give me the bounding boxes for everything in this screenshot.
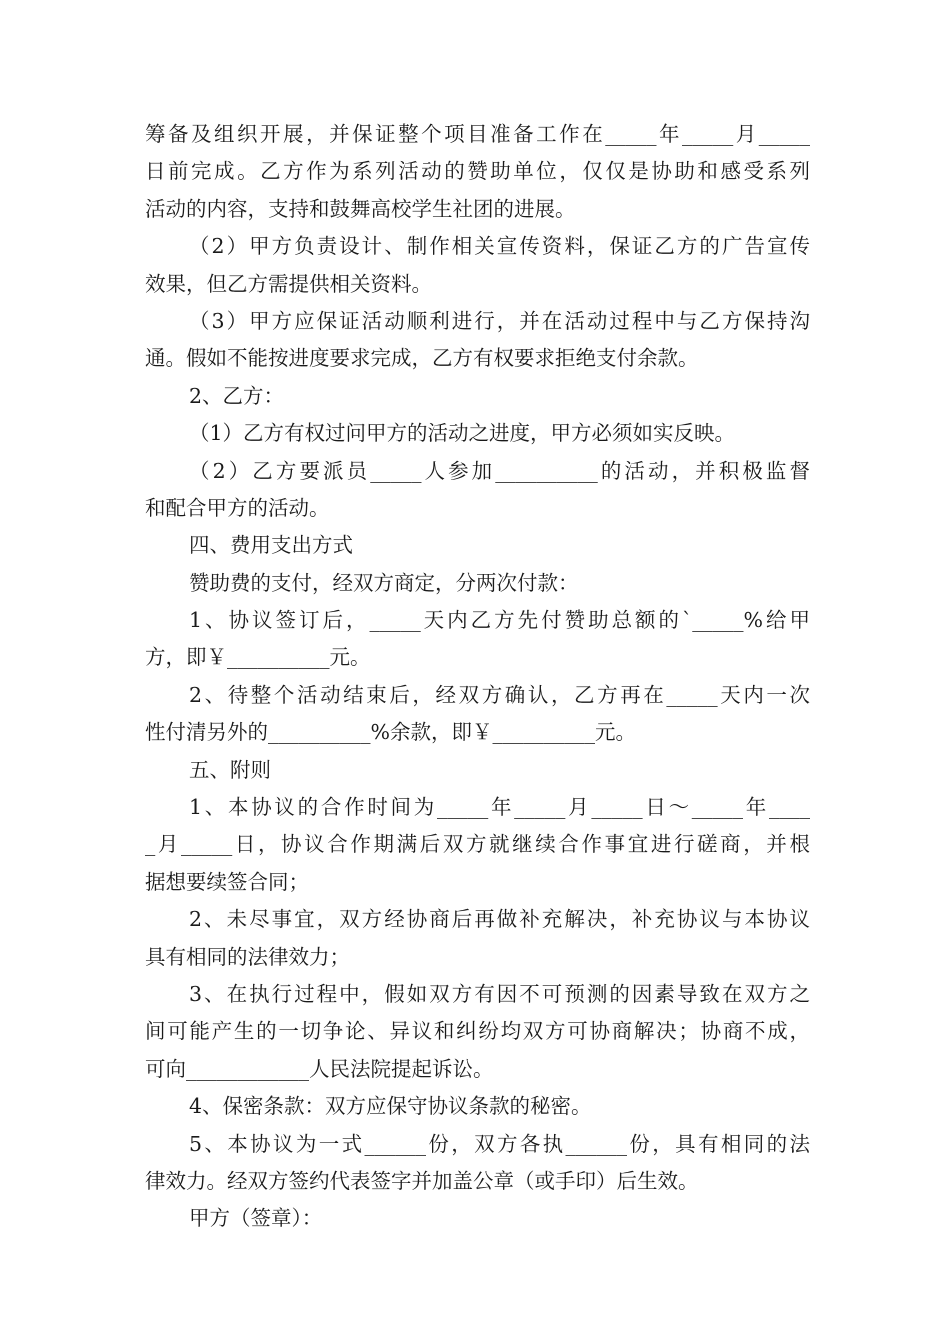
document-line: 效果，但乙方需提供相关资料。 [145, 271, 432, 296]
document-line: 日前完成。乙方作为系列活动的赞助单位，仅仅是协助和感受系列 [145, 159, 810, 184]
document-line: （2）甲方负责设计、制作相关宣传资料，保证乙方的广告宣传 [189, 234, 810, 259]
document-line: 2、乙方： [189, 383, 285, 408]
document-line: 筹备及组织开展，并保证整个项目准备工作在_____年_____月_____ [145, 122, 810, 146]
document-line: 活动的内容，支持和鼓舞高校学生社团的进展。 [145, 196, 576, 221]
document-line: _月_____日，协议合作期满后双方就继续合作事宜进行磋商，并根 [145, 832, 810, 857]
document-line: 5、本协议为一式______份，双方各执______份，具有相同的法 [189, 1131, 810, 1156]
document-line: （3）甲方应保证活动顺利进行，并在活动过程中与乙方保持沟 [189, 308, 810, 333]
document-line: 2、待整个活动结束后，经双方确认，乙方再在_____天内一次 [189, 682, 810, 707]
document-line: 和配合甲方的活动。 [145, 495, 330, 520]
document-line: 赞助费的支付，经双方商定，分两次付款： [189, 570, 579, 595]
document-line: 4、保密条款：双方应保守协议条款的秘密。 [189, 1094, 592, 1119]
document-line: 具有相同的法律效力； [145, 944, 350, 969]
document-line: 甲方（签章）： [189, 1206, 323, 1231]
document-line: 可向____________人民法院提起诉讼。 [145, 1056, 494, 1081]
document-line: 1、本协议的合作时间为_____年_____月_____日～_____年____ [189, 795, 810, 820]
document-line: 间可能产生的一切争论、异议和纠纷均双方可协商解决；协商不成， [145, 1019, 810, 1044]
document-line: 2、未尽事宜，双方经协商后再做补充解决，补充协议与本协议 [189, 907, 810, 932]
document-line: 3、在执行过程中，假如双方有因不可预测的因素导致在双方之 [189, 981, 810, 1006]
document-line: 据想要续签合同； [145, 869, 309, 894]
document-line: 五、附则 [189, 757, 271, 782]
document-line: （1）乙方有权过问甲方的活动之进度，甲方必须如实反映。 [189, 421, 736, 446]
document-body [145, 116, 810, 1238]
document-line: 四、费用支出方式 [189, 533, 353, 558]
document-line: （2）乙方要派员_____人参加__________的活动，并积极监督 [189, 458, 810, 483]
document-line: 性付清另外的__________%余款，即￥__________元。 [145, 720, 636, 745]
document-line: 通。假如不能按进度要求完成，乙方有权要求拒绝支付余款。 [145, 346, 699, 371]
document-line: 律效力。经双方签约代表签字并加盖公章（或手印）后生效。 [145, 1168, 699, 1193]
document-line: 方，即￥__________元。 [145, 645, 371, 670]
document-line: 1、协议签订后，_____天内乙方先付赞助总额的`_____%给甲 [189, 608, 810, 633]
